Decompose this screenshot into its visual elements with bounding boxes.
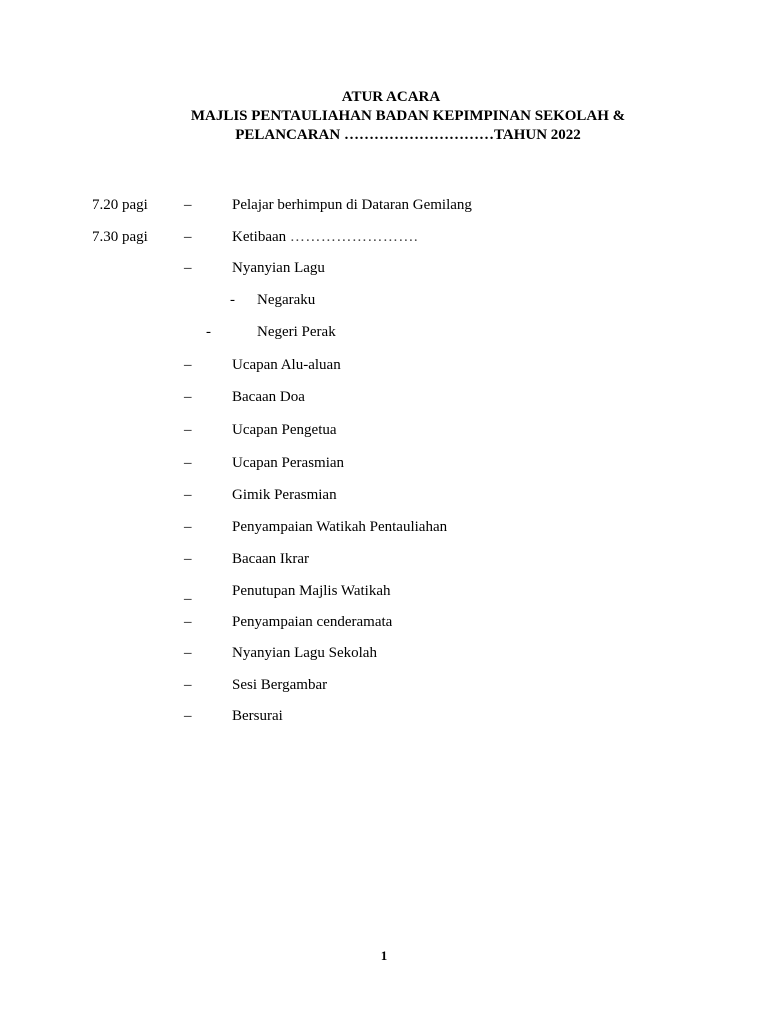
- agenda-row: [0, 612, 768, 632]
- agenda-item: Penutupan Majlis Watikah: [232, 583, 391, 599]
- agenda-dash: –: [184, 422, 192, 438]
- agenda-row: [0, 675, 768, 695]
- agenda-dash: –: [184, 229, 192, 245]
- agenda-item: Ketibaan: [232, 229, 287, 245]
- agenda-dash: –: [184, 487, 192, 503]
- agenda-dash: _: [184, 586, 192, 602]
- agenda-dash: –: [184, 614, 192, 630]
- agenda-placeholder-dots: …………………….: [289, 229, 419, 245]
- agenda-dash: –: [184, 645, 192, 661]
- agenda-row: [0, 485, 768, 505]
- agenda-item: Bersurai: [232, 708, 283, 724]
- agenda-row: [0, 227, 768, 247]
- agenda-item: Pelajar berhimpun di Dataran Gemilang: [232, 197, 472, 213]
- agenda-row: [0, 195, 768, 215]
- agenda-dash: –: [184, 260, 192, 276]
- agenda-item: Gimik Perasmian: [232, 487, 337, 503]
- event-name-line2: PELANCARAN …………………………TAHUN 2022: [235, 127, 581, 143]
- agenda-subrow: [0, 322, 768, 342]
- agenda-row: [0, 706, 768, 726]
- agenda-item: Bacaan Doa: [232, 389, 305, 405]
- agenda-subrow: [0, 290, 768, 310]
- agenda-sub-dash: -: [206, 324, 211, 340]
- agenda-row: [0, 581, 768, 601]
- agenda-dash: –: [184, 551, 192, 567]
- agenda-sub-dash: -: [230, 292, 235, 308]
- agenda-time: 7.20 pagi: [92, 197, 148, 213]
- agenda-row: [0, 549, 768, 569]
- agenda-item: Nyanyian Lagu Sekolah: [232, 645, 377, 661]
- agenda-dash: –: [184, 357, 192, 373]
- agenda-row: [0, 643, 768, 663]
- agenda-dash: –: [184, 708, 192, 724]
- agenda-item: Sesi Bergambar: [232, 677, 328, 693]
- agenda-dash: –: [184, 389, 192, 405]
- agenda-sub-item: Negaraku: [257, 292, 316, 308]
- agenda-item: Nyanyian Lagu: [232, 260, 325, 276]
- event-name-line1: MAJLIS PENTAULIAHAN BADAN KEPIMPINAN SEKOLAH &: [190, 108, 626, 124]
- agenda-row: [0, 453, 768, 473]
- agenda-item: Bacaan Ikrar: [232, 551, 310, 567]
- page-number: 1: [380, 948, 388, 963]
- agenda-row: [0, 355, 768, 375]
- agenda-row: [0, 420, 768, 440]
- agenda-item: Ucapan Perasmian: [232, 455, 345, 471]
- agenda-time: 7.30 pagi: [92, 229, 148, 245]
- agenda-item: Penyampaian Watikah Pentauliahan: [232, 519, 448, 535]
- agenda-item: Penyampaian cenderamata: [232, 614, 393, 630]
- agenda-sub-item: Negeri Perak: [257, 324, 336, 340]
- agenda-dash: –: [184, 197, 192, 213]
- agenda-item: Ucapan Pengetua: [232, 422, 337, 438]
- agenda-row: [0, 258, 768, 278]
- agenda-dash: –: [184, 519, 192, 535]
- agenda-row: [0, 387, 768, 407]
- agenda-dash: –: [184, 455, 192, 471]
- agenda-dash: –: [184, 677, 192, 693]
- agenda-row: [0, 517, 768, 537]
- agenda-item: Ucapan Alu-aluan: [232, 357, 341, 373]
- document-title: ATUR ACARA: [341, 89, 441, 105]
- agenda-item-wrap: [232, 227, 418, 247]
